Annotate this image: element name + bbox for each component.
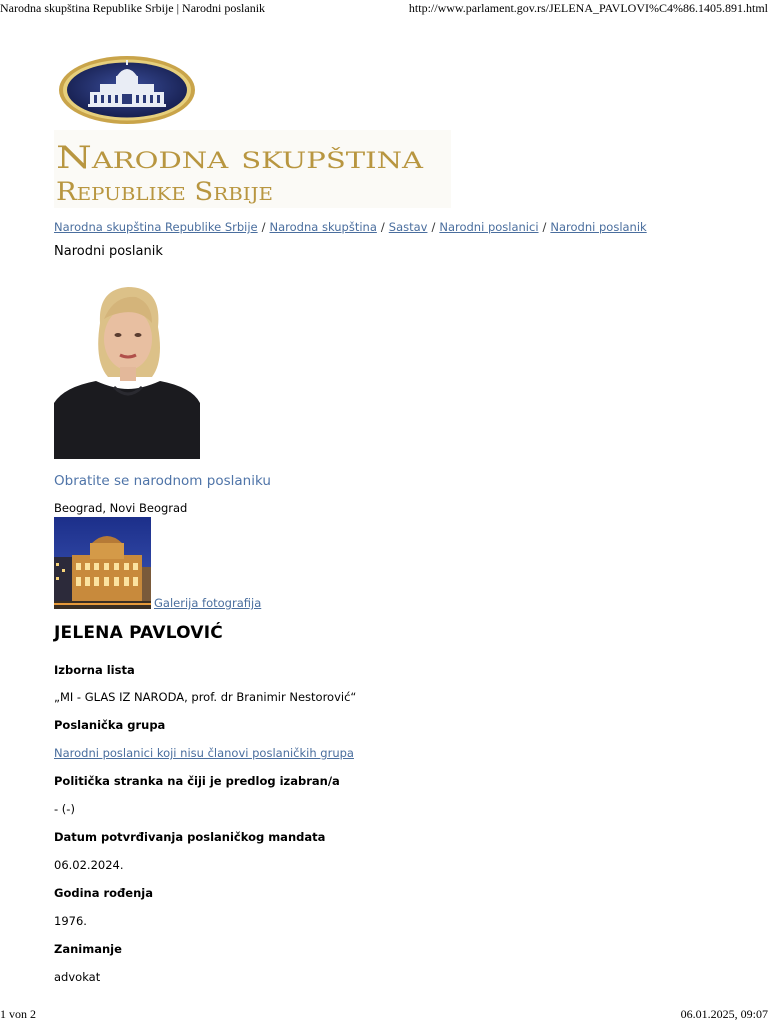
mp-location: Beograd, Novi Beograd: [54, 501, 188, 515]
breadcrumb-link-narodni-poslanik[interactable]: Narodni poslanik: [550, 220, 647, 234]
gallery-row: [54, 517, 734, 609]
mp-portrait-photo: [54, 283, 200, 459]
breadcrumb-link-home[interactable]: Narodna skupština Republike Srbije: [54, 220, 258, 234]
field-label-occupation: Zanimanje: [54, 942, 122, 956]
breadcrumb-separator: /: [431, 220, 436, 234]
contact-mp-link[interactable]: Obratite se narodnom poslaniku: [54, 473, 271, 489]
print-datetime: 06.01.2025, 09:07: [680, 1007, 768, 1021]
parliament-emblem-logo[interactable]: [54, 50, 200, 130]
breadcrumb-link-narodni-poslanici[interactable]: Narodni poslanici: [439, 220, 539, 234]
svg-text:Narodna skupština: Narodna skupština: [56, 140, 425, 176]
field-label-birth-year: Godina rođenja: [54, 886, 153, 900]
field-value-birth-year: 1976.: [54, 914, 87, 928]
breadcrumb-separator: /: [542, 220, 547, 234]
field-value-mandate-date: 06.02.2024.: [54, 858, 124, 872]
gallery-thumbnail-image[interactable]: [54, 517, 151, 609]
print-page-url: http://www.parlament.gov.rs/JELENA_PAVLOVI%C4%86.1405.891.html: [408, 1, 768, 15]
field-value-political-party: - (-): [54, 802, 75, 816]
svg-text:Republike Srbije: Republike Srbije: [56, 177, 273, 206]
breadcrumb-link-narodna-skupstina[interactable]: Narodna skupština: [269, 220, 377, 234]
page-title: Narodni poslanik: [54, 244, 163, 259]
field-label-mandate-date: Datum potvrđivanja poslaničkog mandata: [54, 830, 326, 844]
print-footer: [0, 1006, 768, 1024]
print-header: [0, 0, 768, 18]
field-value-occupation: advokat: [54, 970, 101, 984]
field-value-parliamentary-group-link[interactable]: Narodni poslanici koji nisu članovi poslaničkih grupa: [54, 746, 354, 760]
field-value-electoral-list: „MI - GLAS IZ NARODA, prof. dr Branimir Nestorović“: [54, 690, 357, 704]
print-page-number: 1 von 2: [0, 1007, 36, 1021]
field-label-political-party: Politička stranka na čiji je predlog izabran/a: [54, 774, 340, 788]
breadcrumb-separator: /: [261, 220, 266, 234]
parliament-wordmark-logo[interactable]: [54, 130, 451, 208]
mp-details: [54, 663, 734, 984]
main-content: [54, 50, 734, 984]
breadcrumb-link-sastav[interactable]: Sastav: [388, 220, 428, 234]
field-label-electoral-list: Izborna lista: [54, 663, 135, 677]
field-label-parliamentary-group: Poslanička grupa: [54, 718, 166, 732]
photo-gallery-link[interactable]: Galerija fotografija: [154, 596, 262, 610]
print-page-title: Narodna skupština Republike Srbije | Narodni poslanik: [0, 1, 266, 15]
breadcrumb-separator: /: [380, 220, 385, 234]
breadcrumb: [54, 220, 734, 234]
mp-name: JELENA PAVLOVIĆ: [54, 623, 223, 643]
